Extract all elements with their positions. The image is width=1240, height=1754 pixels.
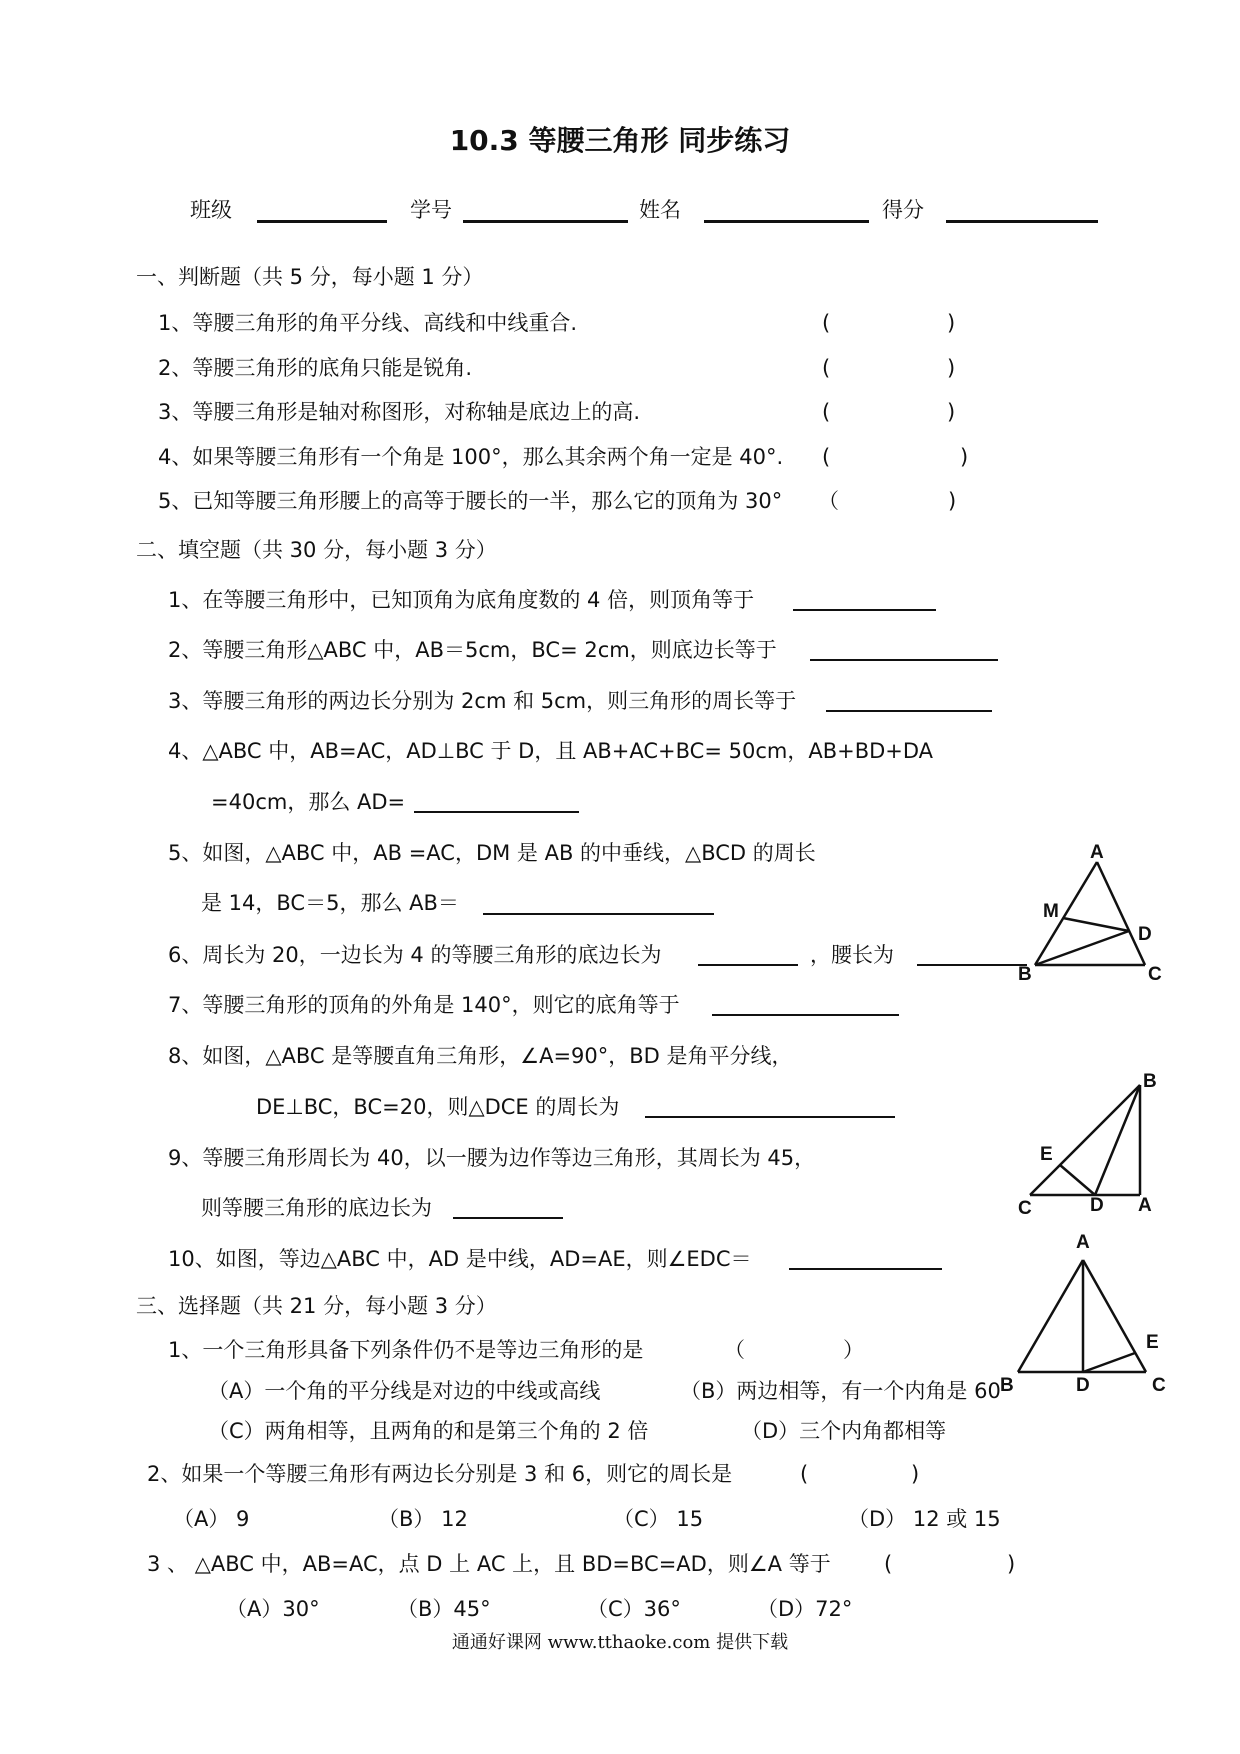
fig3-label-a: A <box>1076 1232 1090 1253</box>
s3-q3-option-d[interactable]: （D）72° <box>757 1597 853 1621</box>
fig2-label-e: E <box>1040 1144 1053 1165</box>
s3-q1-option-a[interactable]: （A）一个角的平分线是对边的中线或高线 <box>208 1379 601 1403</box>
s1-item-2: 2、等腰三角形的底角只能是锐角. <box>158 356 473 380</box>
s1-item-1: 1、等腰三角形的角平分线、高线和中线重合. <box>158 311 578 335</box>
fig2-side-bc <box>1030 1085 1140 1195</box>
answer-paren-close: ） <box>843 1338 864 1362</box>
s2-q3: 3、等腰三角形的两边长分别为 2cm 和 5cm，则三角形的周长等于 <box>168 689 797 713</box>
s2-q6-part1: 6、周长为 20，一边长为 4 的等腰三角形的底边长为 <box>168 943 662 967</box>
name-label: 姓名 <box>639 198 681 222</box>
s3-q2-option-c[interactable]: （C） 15 <box>613 1507 704 1531</box>
answer-paren-open: ( <box>884 1552 893 1576</box>
fig1-label-c: C <box>1148 964 1162 985</box>
answer-paren-open: ( <box>800 1462 809 1486</box>
fig3-label-e: E <box>1146 1332 1159 1353</box>
fig2-segment-de <box>1060 1165 1095 1195</box>
fig1-label-b: B <box>1018 964 1032 985</box>
section2-heading: 二、填空题（共 30 分，每小题 3 分） <box>136 538 497 562</box>
fig1-label-m: M <box>1043 901 1059 922</box>
page-title: 10.3 等腰三角形 同步练习 <box>449 124 791 157</box>
answer-paren-open: ( <box>822 445 831 469</box>
answer-paren-open: （ <box>724 1338 745 1362</box>
fig3-segment-de <box>1083 1353 1135 1372</box>
fig3-label-b: B <box>1000 1375 1014 1396</box>
s3-q2-option-b[interactable]: （B） 12 <box>378 1507 468 1531</box>
s3-q1-option-d[interactable]: （D）三个内角都相等 <box>741 1419 947 1443</box>
fig1-label-a: A <box>1090 842 1104 863</box>
s2-q1: 1、在等腰三角形中，已知顶角为底角度数的 4 倍，则顶角等于 <box>168 588 755 612</box>
s2-q4-line1: 4、△ABC 中，AB=AC，AD⊥BC 于 D，且 AB+AC+BC= 50cm，AB+BD+DA <box>168 739 934 763</box>
fig2-label-d: D <box>1090 1195 1104 1216</box>
s1-item-3: 3、等腰三角形是轴对称图形，对称轴是底边上的高. <box>158 400 641 424</box>
answer-paren-close: ) <box>947 311 956 335</box>
answer-paren-close: ) <box>911 1462 920 1486</box>
fig1-segment-bd <box>1035 931 1129 965</box>
s1-item-4: 4、如果等腰三角形有一个角是 100°，那么其余两个角一定是 40°. <box>158 445 784 469</box>
class-label: 班级 <box>190 198 232 222</box>
s2-q7: 7、等腰三角形的顶角的外角是 140°，则它的底角等于 <box>168 993 680 1017</box>
s3-q3: 3 、 △ABC 中，AB=AC，点 D 上 AC 上，且 BD=BC=AD，则∠A 等于 <box>147 1552 831 1576</box>
fig1-side-ac <box>1097 862 1145 965</box>
answer-paren-close: ) <box>1007 1552 1016 1576</box>
fig3-side-ab <box>1018 1260 1083 1372</box>
s3-q3-option-c[interactable]: （C）36° <box>587 1597 681 1621</box>
s2-q6-part2: ，腰长为 <box>810 943 894 967</box>
answer-paren-close: ) <box>960 445 969 469</box>
s2-q4-line2: =40cm，那么 AD= <box>211 790 406 814</box>
s2-q5-line1: 5、如图，△ABC 中，AB =AC，DM 是 AB 的中垂线，△BCD 的周长 <box>168 841 816 865</box>
fig3-side-ac <box>1083 1260 1146 1372</box>
student-number-label: 学号 <box>410 198 452 222</box>
fig3-label-d: D <box>1076 1375 1090 1396</box>
s3-q1: 1、一个三角形具备下列条件仍不是等边三角形的是 <box>168 1338 644 1362</box>
score-label: 得分 <box>882 198 924 222</box>
fig3-label-c: C <box>1152 1375 1166 1396</box>
answer-paren-open: （ <box>818 489 839 513</box>
fig1-segment-md <box>1063 918 1129 931</box>
section1-heading: 一、判断题（共 5 分，每小题 1 分） <box>136 265 484 289</box>
fig2-label-a: A <box>1138 1195 1152 1216</box>
s3-q2-option-a[interactable]: （A） 9 <box>173 1507 250 1531</box>
answer-paren-close: ) <box>947 356 956 380</box>
answer-paren-open: ( <box>822 400 831 424</box>
s3-q3-option-a[interactable]: （A）30° <box>226 1597 320 1621</box>
section3-heading: 三、选择题（共 21 分，每小题 3 分） <box>136 1294 497 1318</box>
answer-paren-close: ) <box>948 489 957 513</box>
fig2-label-b: B <box>1143 1071 1157 1092</box>
s2-q5-line2: 是 14，BC＝5，那么 AB＝ <box>201 891 459 915</box>
s3-q1-option-c[interactable]: （C）两角相等，且两角的和是第三个角的 2 倍 <box>208 1419 649 1443</box>
fig2-label-c: C <box>1018 1198 1032 1219</box>
fig2-segment-bd <box>1095 1085 1140 1195</box>
s1-item-5: 5、已知等腰三角形腰上的高等于腰长的一半，那么它的顶角为 30° <box>158 489 783 513</box>
answer-paren-open: ( <box>822 356 831 380</box>
s2-q8-line2: DE⊥BC，BC=20，则△DCE 的周长为 <box>256 1095 620 1119</box>
fig1-label-d: D <box>1138 924 1152 945</box>
s3-q1-option-b[interactable]: （B）两边相等，有一个内角是 60 <box>680 1379 1001 1403</box>
s3-q2: 2、如果一个等腰三角形有两边长分别是 3 和 6，则它的周长是 <box>147 1462 733 1486</box>
s2-q9-line1: 9、等腰三角形周长为 40，以一腰为边作等边三角形，其周长为 45， <box>168 1146 816 1170</box>
s2-q9-line2: 则等腰三角形的底边长为 <box>201 1196 432 1220</box>
s3-q2-option-d[interactable]: （D） 12 或 15 <box>848 1507 1001 1531</box>
answer-paren-open: ( <box>822 311 831 335</box>
s2-q10: 10、如图，等边△ABC 中，AD 是中线，AD=AE，则∠EDC＝ <box>168 1247 752 1271</box>
footer-source: 通通好课网 www.tthaoke.com 提供下载 <box>451 1632 789 1653</box>
s2-q8-line1: 8、如图，△ABC 是等腰直角三角形，∠A=90°，BD 是角平分线， <box>168 1044 793 1068</box>
s3-q3-option-b[interactable]: （B）45° <box>397 1597 491 1621</box>
s2-q2: 2、等腰三角形△ABC 中，AB＝5cm，BC= 2cm，则底边长等于 <box>168 638 777 662</box>
answer-paren-close: ) <box>947 400 956 424</box>
